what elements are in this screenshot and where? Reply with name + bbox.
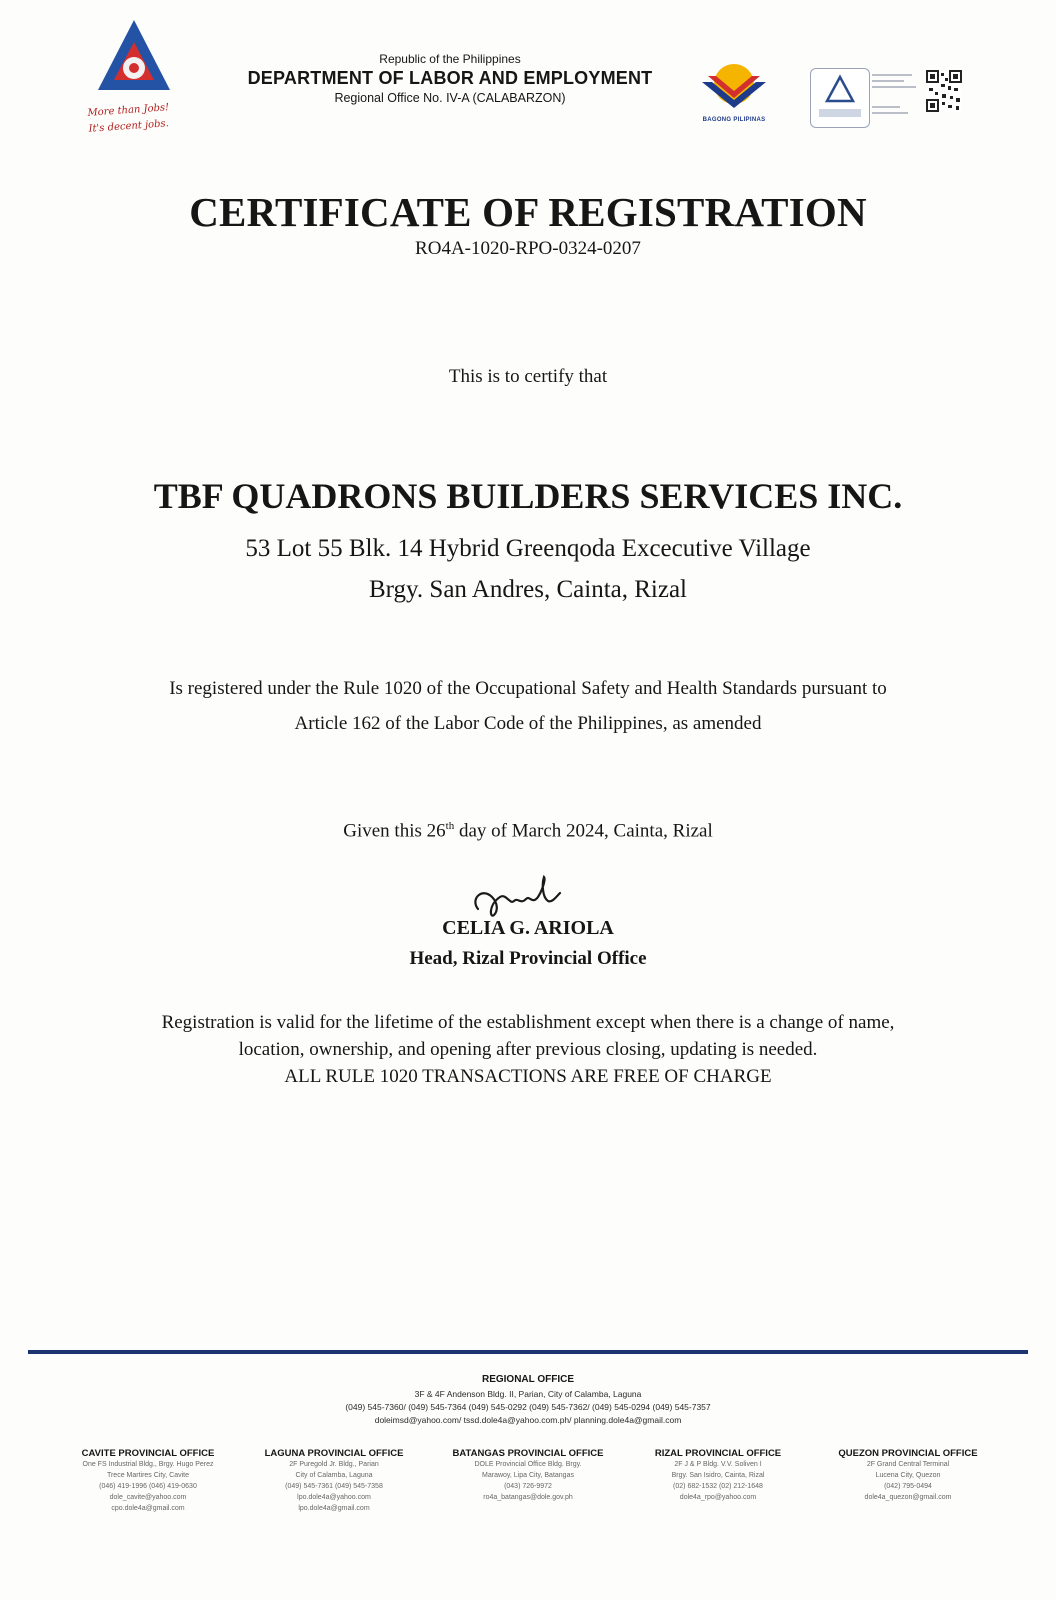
- cavite-provincial-office: CAVITE PROVINCIAL OFFICE One FS Industrial Bldg., Brgy. Hugo Perez Trece Martires City, Cavite (046) 419-1996 (046) 419-0630 dole_cavite@yahoo.com cpo.dole4a@gmail.com: [81, 1448, 215, 1512]
- registration-statement-line1: Is registered under the Rule 1020 of the Occupational Safety and Health Standards pursuant to: [169, 678, 887, 699]
- free-of-charge-note: ALL RULE 1020 TRANSACTIONS ARE FREE OF CHARGE: [284, 1066, 772, 1087]
- dole-tagline: More than Jobs! It's decent jobs.: [87, 102, 170, 135]
- given-date: Given this 26th day of March 2024, Cainta, Rizal: [343, 820, 713, 842]
- company-name: TBF QUADRONS BUILDERS SERVICES INC.: [153, 476, 903, 516]
- signatory-title: Head, Rizal Provincial Office: [409, 948, 647, 969]
- footer-divider: [28, 1350, 1028, 1354]
- department-name: DEPARTMENT OF LABOR AND EMPLOYMENT: [247, 68, 653, 88]
- registration-statement-line2: Article 162 of the Labor Code of the Philippines, as amended: [294, 713, 762, 734]
- qr-code-icon: [926, 70, 962, 112]
- regional-office-address: 3F & 4F Andenson Bldg. II, Parian, City of Calamba, Laguna: [414, 1389, 642, 1399]
- regional-office-heading: REGIONAL OFFICE: [481, 1374, 575, 1385]
- iso-certification-icon: [810, 68, 870, 128]
- laguna-provincial-office: LAGUNA PROVINCIAL OFFICE 2F Puregold Jr. Bldg., Parian City of Calamba, Laguna (049) 545-7361 (049) 545-7358 lpo.dole4a@yahoo.com lpo.dole4a@gmail.com: [264, 1448, 404, 1512]
- company-address-line1: 53 Lot 55 Blk. 14 Hybrid Greenqoda Excecutive Village: [245, 535, 811, 562]
- certificate-number: RO4A-1020-RPO-0324-0207: [415, 238, 641, 259]
- bagong-pilipinas-text: BAGONG PILIPINAS: [702, 117, 766, 123]
- validity-note-line2: location, ownership, and opening after previous closing, updating is needed.: [238, 1039, 818, 1060]
- iso-caption: [872, 70, 922, 118]
- certify-text: This is to certify that: [448, 366, 608, 387]
- batangas-provincial-office: BATANGAS PROVINCIAL OFFICE DOLE Provincial Office Bldg. Brgy. Marawoy, Lipa City, Batangas (043) 726-9972 ro4a_batangas@dole.gov.ph: [452, 1448, 604, 1501]
- regional-office-emails: doleimsd@yahoo.com/ tssd.dole4a@yahoo.com.ph/ planning.dole4a@gmail.com: [374, 1415, 682, 1425]
- company-address-line2: Brgy. San Andres, Cainta, Rizal: [368, 576, 688, 603]
- regional-office-label: Regional Office No. IV-A (CALABARZON): [334, 91, 566, 105]
- letterhead: [240, 52, 660, 105]
- quezon-provincial-office: QUEZON PROVINCIAL OFFICE 2F Grand Central Terminal Lucena City, Quezon (042) 795-0494 dole4a_quezon@gmail.com: [838, 1448, 978, 1501]
- signatory-name: CELIA G. ARIOLA: [442, 917, 614, 939]
- rizal-provincial-office: RIZAL PROVINCIAL OFFICE 2F J & P Bldg. V.V. Soliven I Brgy. San Isidro, Cainta, Rizal (02) 682-1532 (02) 212-1648 dole4a_rpo@yahoo.com: [654, 1448, 782, 1501]
- regional-office-phones: (049) 545-7360/ (049) 545-7364 (049) 545-0292 (049) 545-7362/ (049) 545-0294 (049) 545-7357: [345, 1402, 711, 1412]
- validity-note-line1: Registration is valid for the lifetime of the establishment except when there is a change of name,: [161, 1012, 895, 1033]
- certificate-title: CERTIFICATE OF REGISTRATION: [189, 189, 867, 235]
- republic-label: Republic of the Philippines: [379, 52, 521, 66]
